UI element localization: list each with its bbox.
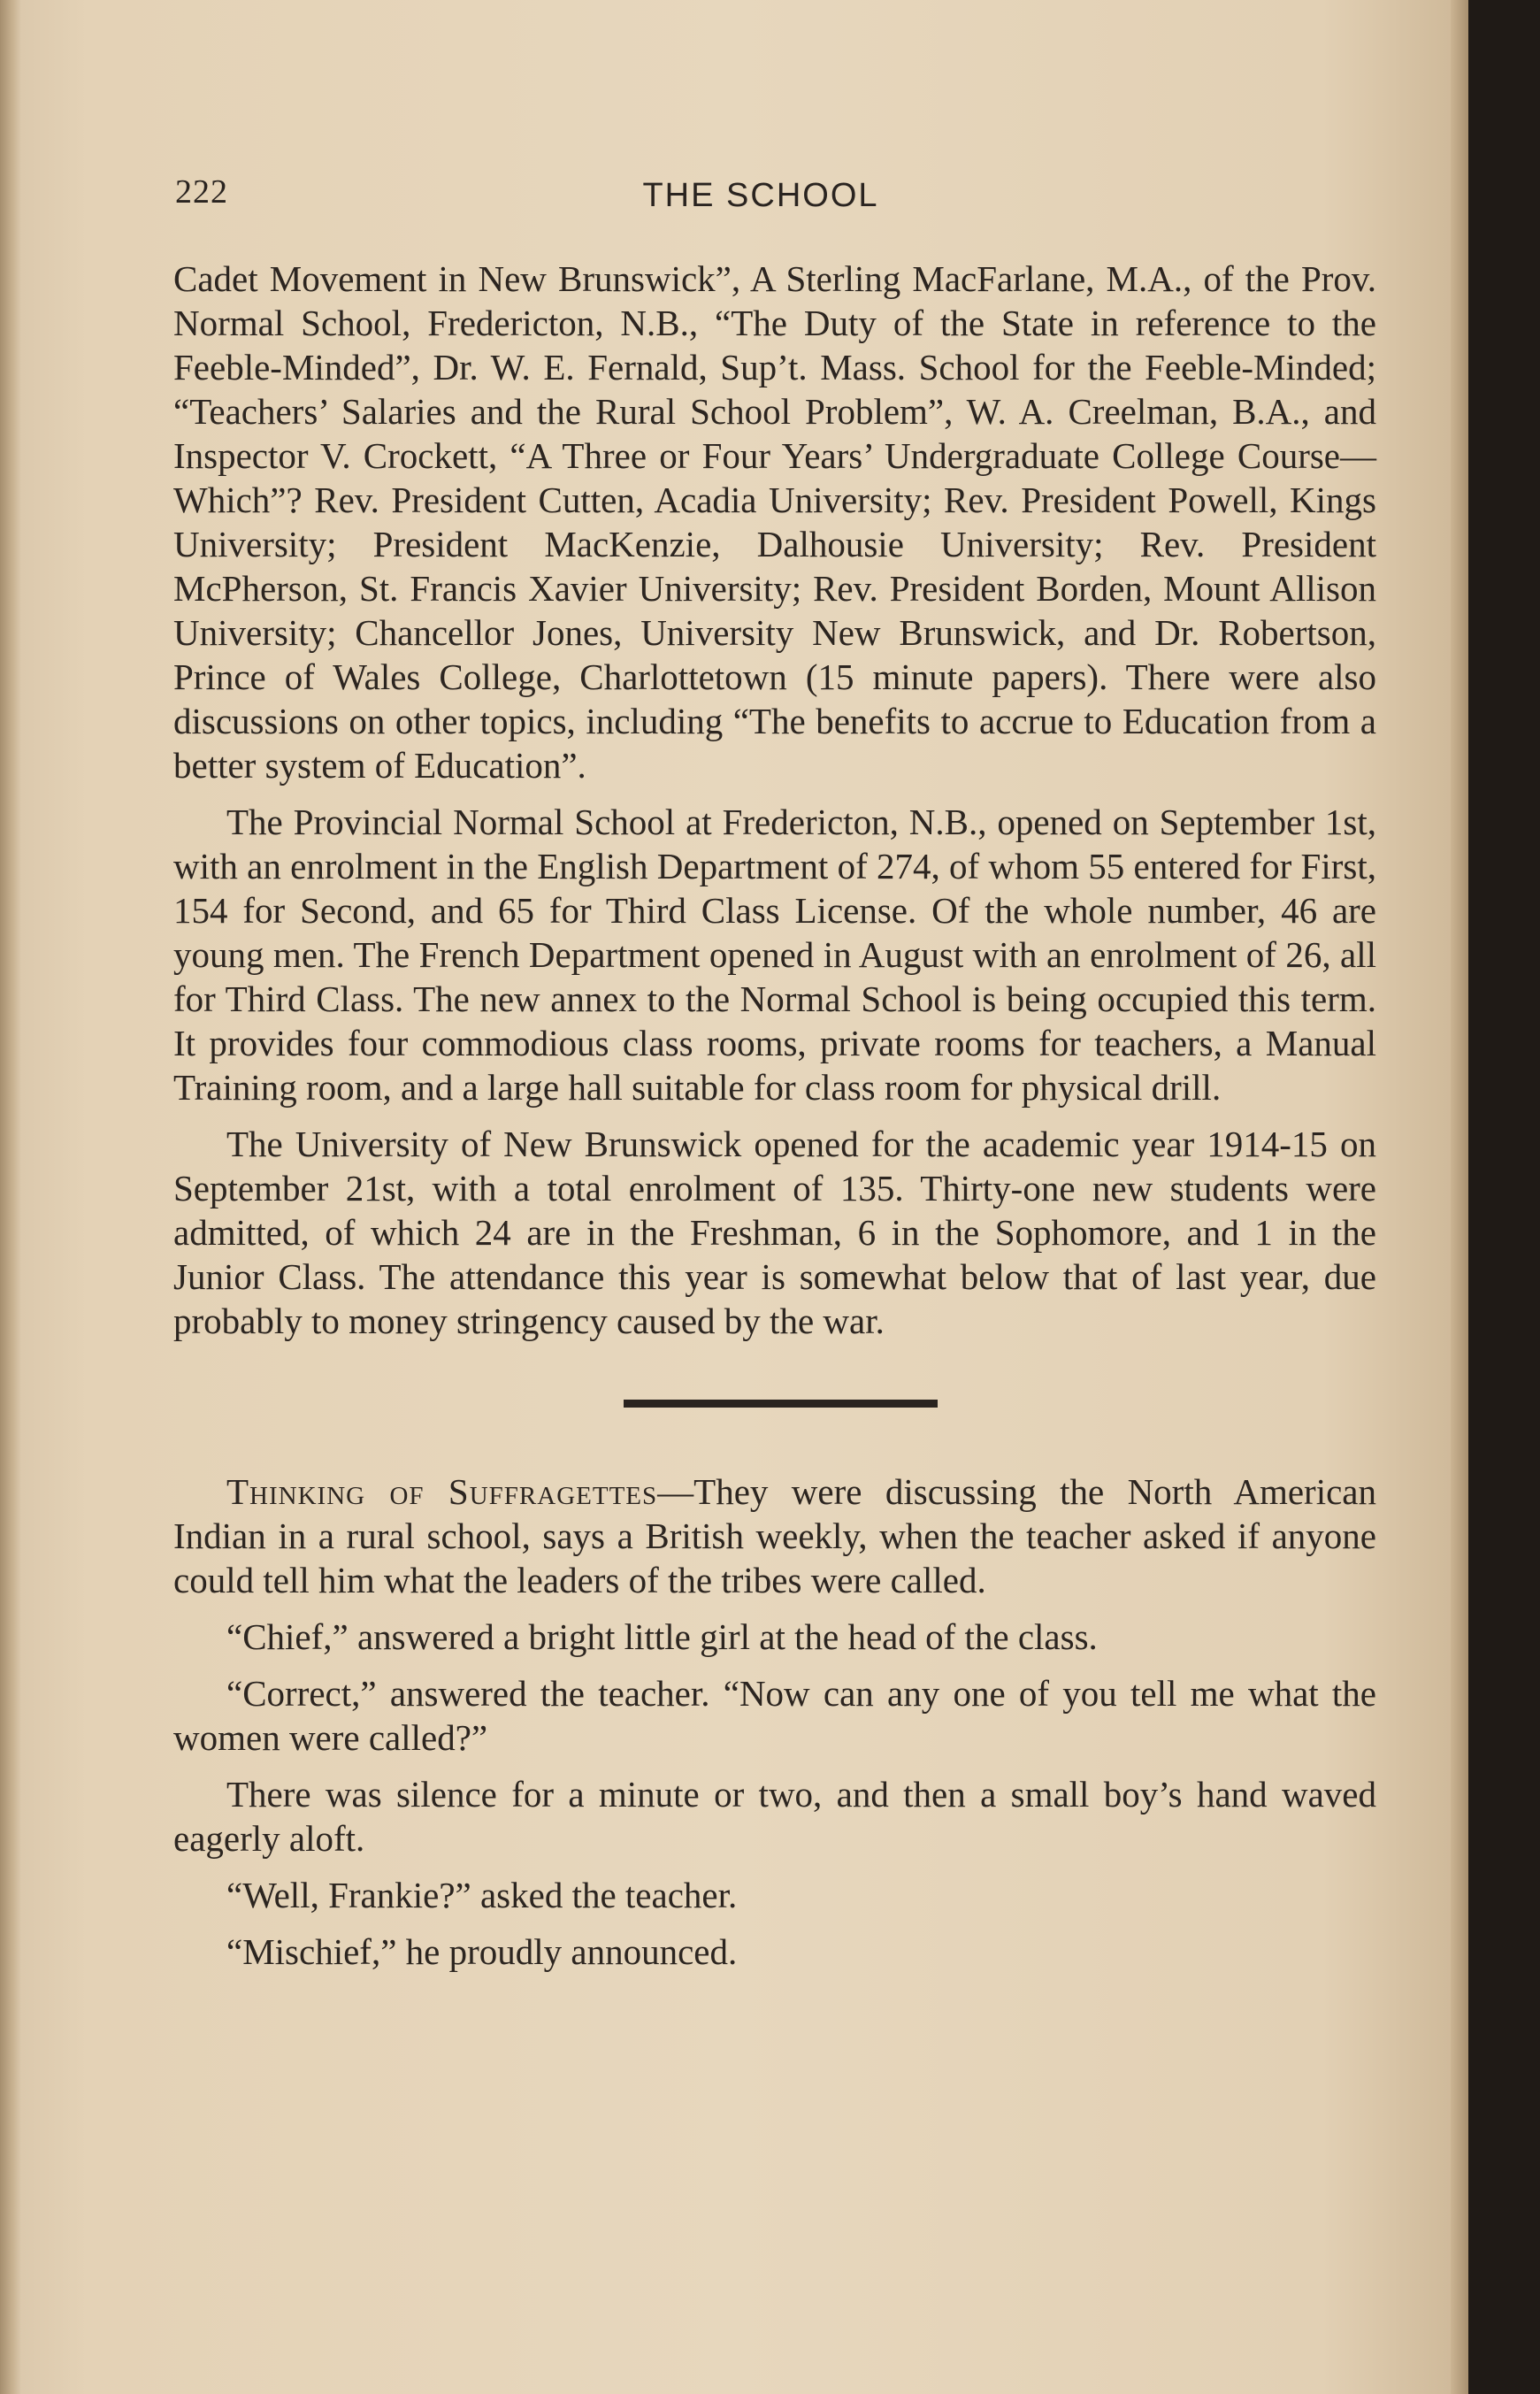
page-number: 222 — [175, 173, 228, 211]
running-title: THE SCHOOL — [642, 177, 879, 214]
anecdote-heading: Thinking of Suffragettes — [226, 1471, 658, 1512]
anecdote-paragraph: “Well, Frankie?” asked the teacher. — [226, 1875, 738, 1915]
article-paragraph: Cadet Movement in New Brunswick”, A Sterling MacFarlane, M.A., of the Prov. Normal School, Fredericton, N.B., “The Duty of the State in reference to the Feeble-Minded”, Dr. W. E. Fernald, Sup’t. Mass. School for the Feeble-Minded; “Teachers’ Salaries and the Rural School Problem”, W. A. Creelman, B.A., and Inspector V. Crockett, “A Three or Four Years’ Undergraduate College Course—Which”? Rev. President Cutten, Acadia University; Rev. President Powell, Kings University; President MacKenzie, Dalhousie University; Rev. President McPherson, St. Francis Xavier University; Rev. President Borden, Mount Allison University; Chancellor Jones, University New Brunswick, and Dr. Robertson, Prince of Wales College, Charlottetown (15 minute papers). There were also discussions on other topics, including “The benefits to accrue to Education from a better system of Education”. — [173, 258, 1376, 786]
anecdote-paragraph: “Mischief,” he proudly announced. — [226, 1931, 738, 1972]
page-header — [0, 173, 1468, 226]
page-edge — [1451, 0, 1468, 2394]
page-content — [173, 257, 1376, 1986]
anecdote-paragraph: “Correct,” answered the teacher. “Now can any one of you tell me what the women were called?” — [173, 1673, 1376, 1758]
anecdote-paragraph: “Chief,” answered a bright little girl at the head of the class. — [226, 1616, 1098, 1657]
binding-shadow — [0, 0, 21, 2394]
anecdote-paragraph: There was silence for a minute or two, and then a small boy’s hand waved eagerly aloft. — [173, 1774, 1376, 1859]
anecdote-lead: —They were discussing the North American Indian in a rural school, says a British weekly, when the teacher asked if anyone could tell him what the leaders of the tribes were called. — [173, 1471, 1376, 1600]
article-paragraph: The Provincial Normal School at Fredericton, N.B., opened on September 1st, with an enrolment in the English Department of 274, of whom 55 entered for First, 154 for Second, and 65 for Third Class License. Of the whole number, 46 are young men. The French Department opened in August with an enrolment of 26, all for Third Class. The new annex to the Normal School is being occupied this term. It provides four commodious class rooms, private rooms for teachers, a Manual Training room, and a large hall suitable for class room for physical drill. — [173, 802, 1376, 1108]
section-divider — [624, 1400, 938, 1408]
anecdote-lead-paragraph — [173, 1469, 1376, 1602]
article-paragraph: The University of New Brunswick opened for the academic year 1914-15 on September 21st, with a total enrolment of 135. Thirty-one new students were admitted, of which 24 are in the Freshman, 6 in the Sophomore, and 1 in the Junior Class. The attendance this year is somewhat below that of last year, due probably to money stringency caused by the war. — [173, 1124, 1376, 1341]
